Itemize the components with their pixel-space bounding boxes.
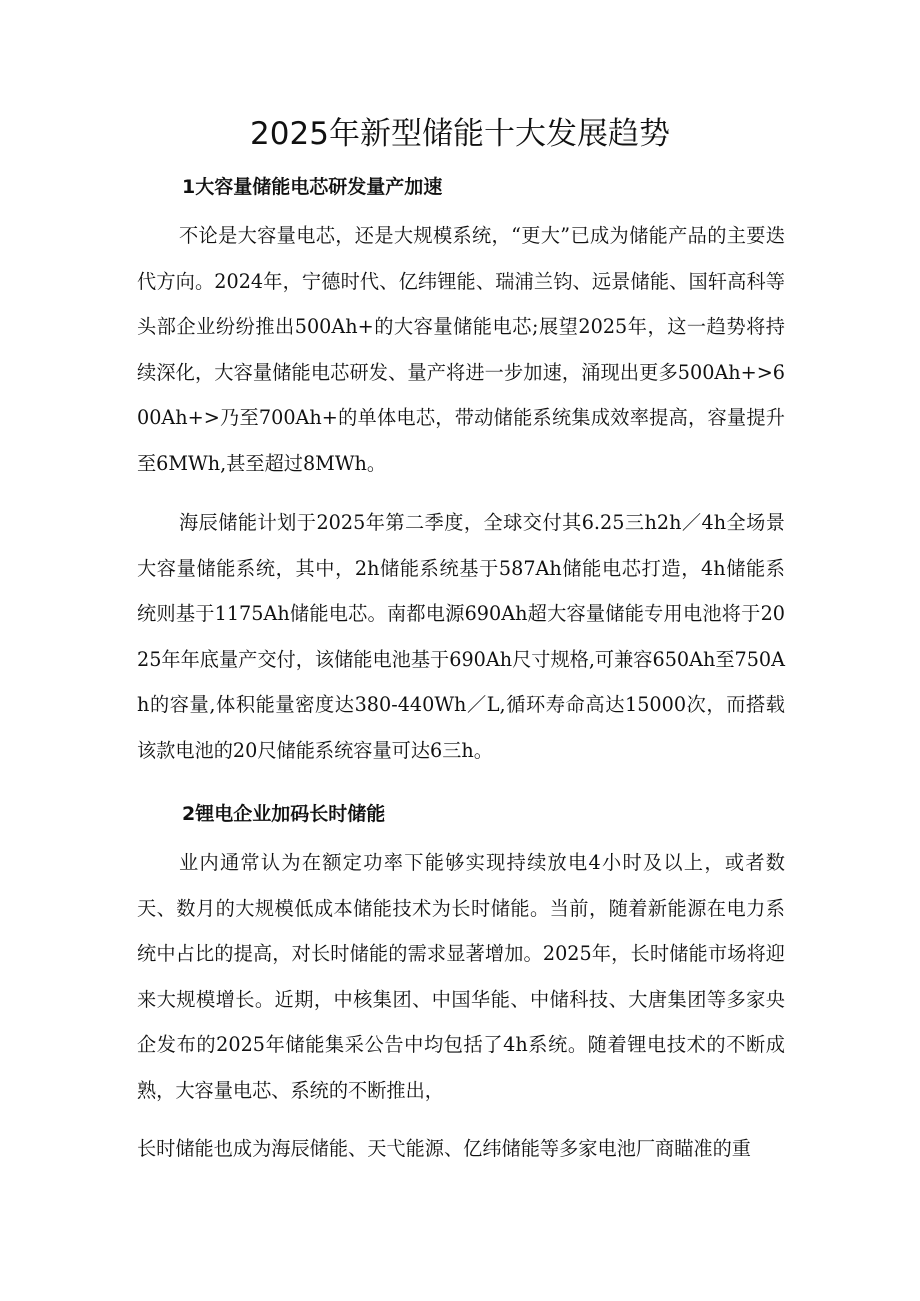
document-title: 2025年新型储能十大发展趋势 <box>250 116 670 152</box>
section-2-paragraph-2: 长时储能也成为海辰储能、天弋能源、亿纬储能等多家电池厂商瞄准的重 <box>137 1137 751 1160</box>
section-1-paragraph-1: 不论是大容量电芯，还是大规模系统，“更大”已成为储能产品的主要迭代方向。2024年，宁德时代、亿纬锂能、瑞浦兰钧、远景储能、国轩高科等头部企业纷纷推出500Ah+的大容量储能电芯;展望2025年，这一趋势将持续深化，大容量储能电芯研发、量产将进一步加速，涌现出更多500Ah+>600Ah+>乃至700Ah+的单体电芯，带动储能系统集成效率提高，容量提升至6MWh,甚至超过8MWh。 <box>137 224 785 475</box>
section-2-paragraph-1: 业内通常认为在额定功率下能够实现持续放电4小时及以上，或者数天、数月的大规模低成本储能技术为长时储能。当前，随着新能源在电力系统中占比的提高，对长时储能的需求显著增加。2025年，长时储能市场将迎来大规模增长。近期，中核集团、中国华能、中储科技、大唐集团等多家央企发布的2025年储能集采公告中均包括了4h系统。随着锂电技术的不断成熟，大容量电芯、系统的不断推出， <box>137 851 785 1102</box>
section-2-heading: 2锂电企业加码长时储能 <box>182 803 386 825</box>
section-1-heading: 1大容量储能电芯研发量产加速 <box>182 176 443 198</box>
section-1-paragraph-2: 海辰储能计划于2025年第二季度，全球交付其6.25三h2h／4h全场景大容量储能系统，其中，2h储能系统基于587Ah储能电芯打造，4h储能系统则基于1175Ah储能电芯。南都电源690Ah超大容量储能专用电池将于2025年年底量产交付，该储能电池基于690Ah尺寸规格,可兼容650Ah至750Ah的容量,体积能量密度达380-440Wh／L,循环寿命高达15000次，而搭载该款电池的20尺储能系统容量可达6三h。 <box>137 511 785 762</box>
